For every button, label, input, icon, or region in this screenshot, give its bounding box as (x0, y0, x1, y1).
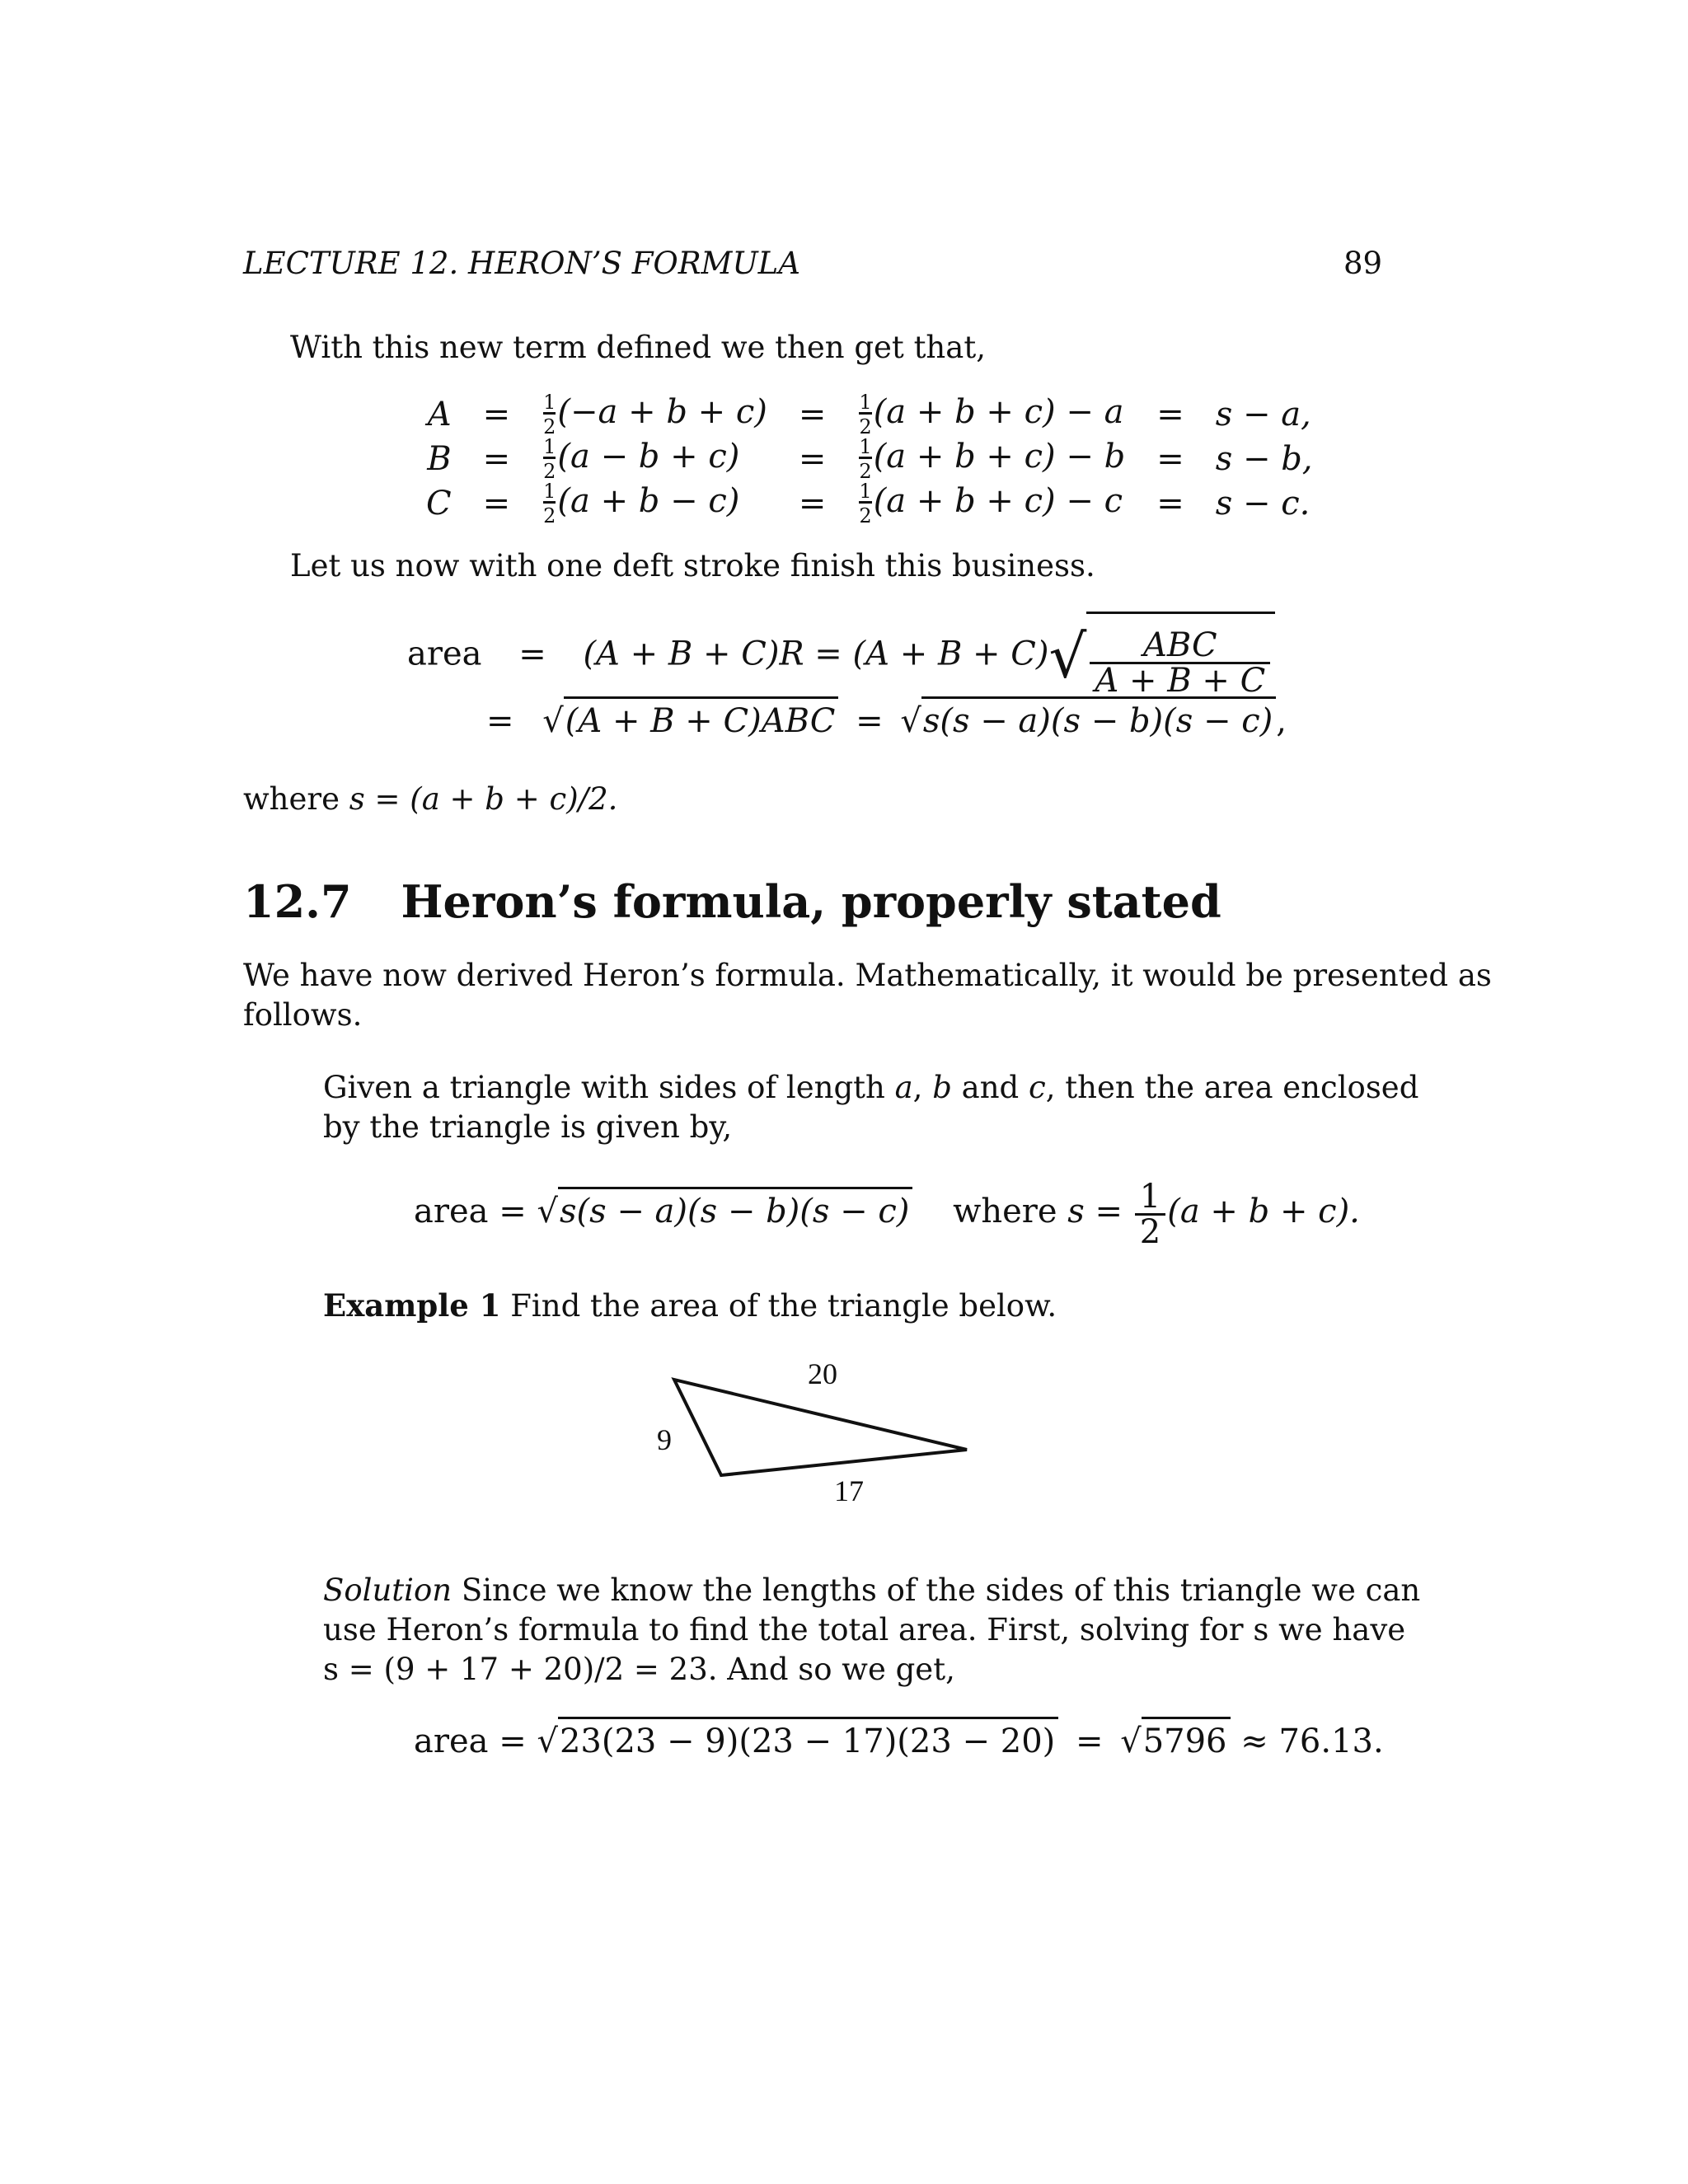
section-title: Heron’s formula, properly stated (401, 875, 1221, 928)
final-sqrt-value: 5796 (1142, 1717, 1231, 1760)
intro-line: With this new term defined we then get that, (290, 330, 986, 365)
solution-label: Solution (323, 1572, 452, 1608)
final-computation: area = √23(23 − 9)(23 − 17)(23 − 20) = √5796 ≈ 76.13. (414, 1722, 1384, 1760)
section-number: 12.7 (243, 875, 352, 928)
heron-radicand: s(s − a)(s − b)(s − c) (558, 1187, 912, 1230)
equation-row-a: A = $\frac{1}{2}$ (−a + b + c) = $\frac{1}{2}$ (a + b + c) − a = s − a, (427, 391, 1311, 438)
page-number: 89 (1343, 246, 1383, 281)
statement-line1: Given a triangle with sides of length a, b and c, then the area enclosed (323, 1070, 1419, 1105)
example-label: Example 1 (323, 1287, 501, 1324)
final-result: ≈ 76.13. (1240, 1722, 1384, 1760)
example-line: Example 1 Find the area of the triangle below. (323, 1287, 1057, 1324)
side-label-20: 20 (808, 1357, 837, 1390)
area-derivation-line2: = √(A + B + C)ABC = √s(s − a)(s − b)(s − c) , (486, 702, 1287, 740)
heron-formula: area = √s(s − a)(s − b)(s − c) where s = $\frac{1}{2}$ (a + b + c). (414, 1177, 1360, 1251)
section-para-line2: follows. (243, 997, 363, 1033)
where-line: where s = (a + b + c)/2. (243, 781, 618, 817)
equation-row-c: C = $\frac{1}{2}$ (a + b − c) = $\frac{1}{2}$ (a + b + c) − c = s − c. (426, 480, 1311, 527)
statement-line2: by the triangle is given by, (323, 1109, 733, 1145)
solution-line2: use Heron’s formula to find the total area. First, solving for s we have (323, 1612, 1406, 1647)
area-derivation-line1: area = (A + B + C)R = (A + B + C)√ $\frac{\text{ABC}}{A + B + C}$ (407, 612, 1275, 701)
triangle-shape (674, 1380, 967, 1475)
equation-row-b: B = $\frac{1}{2}$ (a − b + c) = $\frac{1}{2}$ (a + b + c) − b = s − b, (427, 435, 1313, 483)
final-radicand: 23(23 − 9)(23 − 17)(23 − 20) (558, 1717, 1058, 1760)
solution-line3: s = (9 + 17 + 20)/2 = 23. And so we get, (323, 1652, 955, 1687)
side-label-17: 17 (834, 1474, 864, 1507)
radicand-1: (A + B + C)ABC (564, 696, 839, 740)
deft-stroke-line: Let us now with one deft stroke finish this business. (290, 548, 1095, 583)
radicand-2: s(s − a)(s − b)(s − c) (921, 696, 1276, 740)
solution-line1: Solution Since we know the lengths of the sides of this triangle we can (323, 1572, 1421, 1608)
side-label-9: 9 (657, 1423, 672, 1456)
section-para-line1: We have now derived Heron’s formula. Mathematically, it would be presented as (243, 958, 1492, 993)
equation-array (416, 392, 1323, 526)
area-label: area (407, 635, 482, 673)
running-head-title: LECTURE 12. HERON’S FORMULA (243, 246, 800, 281)
derivation-prefix: (A + B + C)R = (A + B + C) (583, 635, 1049, 673)
section-heading (243, 875, 1221, 928)
